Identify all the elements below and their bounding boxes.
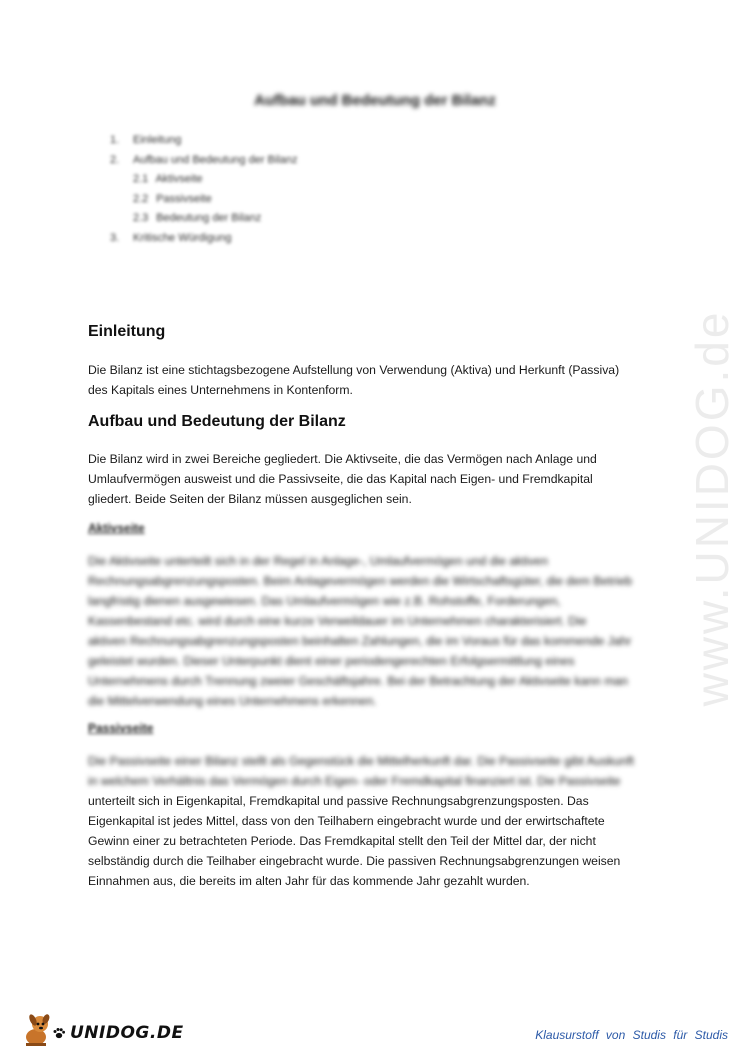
heading-aufbau: Aufbau und Bedeutung der Bilanz <box>88 413 346 430</box>
toc-item: 2.1 Aktivseite <box>133 173 203 186</box>
footer-tagline: Klausurstoff von Studis für Studis <box>535 1028 728 1042</box>
logo-text: UNIDOG.DE <box>70 1023 184 1043</box>
paragraph-passivseite: unterteilt sich in Eigenkapital, Fremdkapital und passive Rechnungsabgrenzungsposten. Das Eigenkapital ist jedes Mittel, dass von den Teilhabern eingebracht wurde und der erwirtschaftete Gewinn einer zu betrachteten Periode. Das Fremdkapital stellt den Teil der Mittel dar, der nicht selbständig durch die Teilhaber eingebracht wurde. Die passiven Rechnungsabgrenzungen weisen Einnahmen aus, die bereits im alten Jahr für das kommende Jahr gezahlt wurden. <box>88 794 621 888</box>
toc-item: 2.2 Passivseite <box>133 192 212 205</box>
document-title: Aufbau und Bedeutung der Bilanz <box>254 92 496 109</box>
subheading-passivseite: Passivseite <box>88 721 154 735</box>
paragraph-aufbau: Die Bilanz wird in zwei Bereiche gegliedert. Die Aktivseite, die das Vermögen nach Anlage und Umlaufvermögen ausweist und die Passivseite, die das Kapital nach Eigen- und Fremdkapital gliedert. Beide Seiten der Bilanz müssen ausgeglichen sein. <box>88 452 597 506</box>
paragraph-aktivseite: Die Aktivseite unterteilt sich in der Regel in Anlage-, Umlaufvermögen und die aktiven Rechnungsabgrenzungsposten. Beim Anlagevermögen werden die Wirtschaftsgüter, die dem Betrieb langfristig dienen ausgewiesen. Das Umlaufvermögen wie z.B. Rohstoffe, Forderungen, Kassenbestand etc. wird durch eine kurze Verweildauer im Unternehmen charakterisiert. Die aktiven Rechnungsabgrenzungsposten beinhalten Zahlungen, die im Voraus für das kommende Jahr geleistet wurden. Dieser Unterpunkt dient einer periodengerechten Erfolgsermittlung eines Unternehmens durch Trennung zweier Geschäftsjahre. Bei der Betrachtung der Aktivseite kann man die Mittelverwendung eines Unternehmens erkennen. <box>88 554 633 708</box>
toc-item: 3. Kritische Würdigung <box>110 231 232 244</box>
paw-icon <box>52 1026 66 1040</box>
watermark: www.UNIDOG.de <box>686 309 738 707</box>
toc-item: 2.3 Bedeutung der Bilanz <box>133 212 262 225</box>
heading-einleitung: Einleitung <box>88 323 166 340</box>
paragraph-passivseite-blurred: Die Passivseite einer Bilanz stellt als Gegenstück die Mittelherkunft dar. Die Passivseite gibt Auskunft in welchem Verhältnis das Vermögen durch Eigen- oder Fremdkapital finanziert ist. Die Passivseite <box>88 754 634 788</box>
unidog-logo <box>22 1010 182 1050</box>
subheading-aktivseite: Aktivseite <box>88 521 145 535</box>
toc-item: 1. Einleitung <box>110 134 182 146</box>
table-of-contents <box>110 131 298 249</box>
paragraph-einleitung: Die Bilanz ist eine stichtagsbezogene Aufstellung von Verwendung (Aktiva) und Herkunft (Passiva) des Kapitals eines Unternehmens in Kontenform. <box>88 363 620 397</box>
toc-item: 2. Aufbau und Bedeutung der Bilanz <box>110 153 298 166</box>
